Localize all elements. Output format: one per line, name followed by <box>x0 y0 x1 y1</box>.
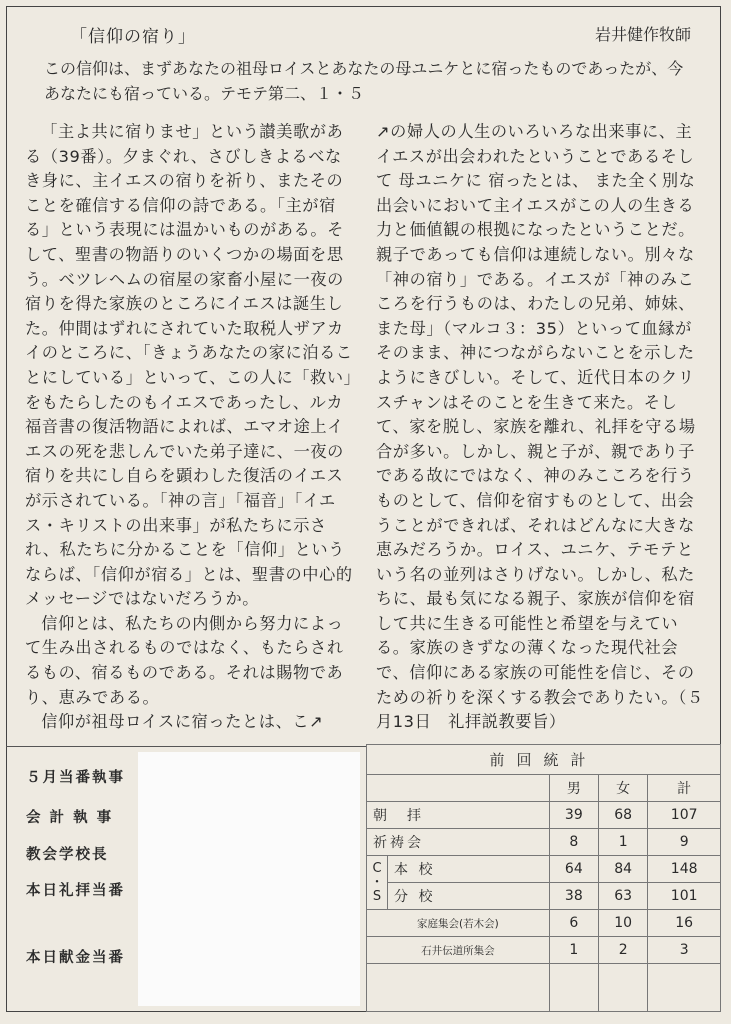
stats-cell: 64 <box>549 856 598 883</box>
stats-cell: 9 <box>648 829 721 856</box>
stats-title: 前回統計 <box>367 745 721 775</box>
cs-dot: ・ <box>370 874 384 890</box>
stats-empty <box>367 964 550 1012</box>
paragraph: 信仰が祖母ロイスに宿ったとは、こ↗ <box>41 712 324 732</box>
stats-cell: 39 <box>549 802 598 829</box>
stats-empty <box>648 964 721 1012</box>
paragraph: 信仰とは、私たちの内側から努力によって生み出されるものではなく、もたらされるもの、宿るものである。それは賜物であり、恵みである。 <box>25 613 344 707</box>
sermon-title: 「信仰の宿り」 <box>70 27 196 47</box>
stats-cell: 16 <box>648 910 721 937</box>
redacted-names-box <box>138 752 360 1006</box>
duty-worship: 本日礼拝当番 <box>26 883 125 899</box>
stats-cell: 68 <box>598 802 647 829</box>
stats-row-label: 分 校 <box>388 883 550 910</box>
cs-label <box>367 856 388 910</box>
stats-empty <box>598 964 647 1012</box>
cs-letter-s: S <box>372 888 382 904</box>
stats-corner <box>367 775 550 802</box>
stats-cell: 8 <box>549 829 598 856</box>
stats-cell: 63 <box>598 883 647 910</box>
stats-cell: 148 <box>648 856 721 883</box>
sermon-column-left <box>25 120 355 735</box>
cs-letter-c: C <box>372 860 382 876</box>
stats-row-label: 本 校 <box>388 856 550 883</box>
scripture-verse: この信仰は、まずあなたの祖母ロイスとあなたの母ユニケとに宿ったものであったが、今あなたにも宿っている。テモテ第二、１・５ <box>44 59 684 103</box>
stats-row-label: 祈祷会 <box>367 829 550 856</box>
paragraph: ↗の婦人の人生のいろいろな出来事に、主イエスが出会われたということであるそして 母ユニケに 宿ったとは、 また全く別な出会いにおいて主イエスがこの人の生きる力と価値観の根拠になったということだ。親子であっても信仰は連続しない。別々な「神の宿り」である。イエスが「神のみこころを行うものは、わたしの兄弟、姉妹、また母」（マルコ３：35）といって血縁がそのまま、神につながらないことを示したようにきびしい。そして、近代日本のクリスチャンはそのことを生きて来た。そして、家を脱し、家族を離れ、礼拝を守る場合が多い。しかし、親と子が、親であり子である故にではなく、神のみこころを行うものとして、信仰を宿すものとして、出会うことができれば、それはどんなに大きな恵みだろうか。ロイス、ユニケ、テモテという名の並列はさりげない。しかし、私たちに、最も気になる親子、家族が信仰を宿して共に生きる可能性と希望を与えている。家族のきずなの薄くなった現代社会で、信仰にある家族の可能性を信じ、そのための祈りを深くする教会でありたい。（５月13日 礼拝説教要旨） <box>376 122 704 732</box>
stats-cell: 1 <box>598 829 647 856</box>
stats-cell: 107 <box>648 802 721 829</box>
stats-cell: 38 <box>549 883 598 910</box>
section-divider <box>6 746 366 747</box>
stats-cell: 3 <box>648 937 721 964</box>
stats-cell: 101 <box>648 883 721 910</box>
sermon-author: 岩井健作牧師 <box>594 25 691 44</box>
attendance-stats-table <box>366 744 721 1012</box>
stats-cell: 1 <box>549 937 598 964</box>
sermon-column-right <box>376 120 706 735</box>
stats-col-male: 男 <box>549 775 598 802</box>
duty-school-head: 教会学校長 <box>26 847 109 863</box>
stats-cell: 2 <box>598 937 647 964</box>
stats-col-female: 女 <box>598 775 647 802</box>
stats-empty <box>549 964 598 1012</box>
stats-cell: 6 <box>549 910 598 937</box>
stats-row-label: 朝 拝 <box>367 802 550 829</box>
stats-row-label: 家庭集会(若木会) <box>367 910 550 937</box>
stats-cell: 84 <box>598 856 647 883</box>
stats-row-label: 石井伝道所集会 <box>367 937 550 964</box>
duty-may-deacon: ５月当番執事 <box>26 770 125 786</box>
stats-cell: 10 <box>598 910 647 937</box>
duty-treasurer: 会 計 執 事 <box>26 810 114 826</box>
paragraph: 「主よ共に宿りませ」という讃美歌がある（39番）。夕まぐれ、さびしきよるべなき身に、主イエスの宿りを祈り、またそのことを確信する信仰の詩である。「主が宿る」という表現には温かいものがある。そして、聖書の物語りのいくつかの場面を思う。ベツレヘムの宿屋の家畜小屋に一夜の宿りを得た家族のところにイエスは誕生した。仲間はずれにされていた取税人ザアカイのところに、「きょうあなたの家に泊ることにしている」といって、この人に「救い」をもたらしたのもイエスであったし、ルカ福音書の復活物語によれば、エマオ途上イエスの死を悲しんでいた弟子達に、一夜の宿りを共にし自らを顕わした復活のイエスが示されている。「神の言」「福音」「イエス・キリストの出来事」が私たちに示され、私たちに分かることを「信仰」というならば、「信仰が宿る」とは、聖書の中心的メッセージではないだろうか。 <box>25 122 353 609</box>
duty-offering: 本日献金当番 <box>26 950 125 966</box>
stats-col-total: 計 <box>648 775 721 802</box>
